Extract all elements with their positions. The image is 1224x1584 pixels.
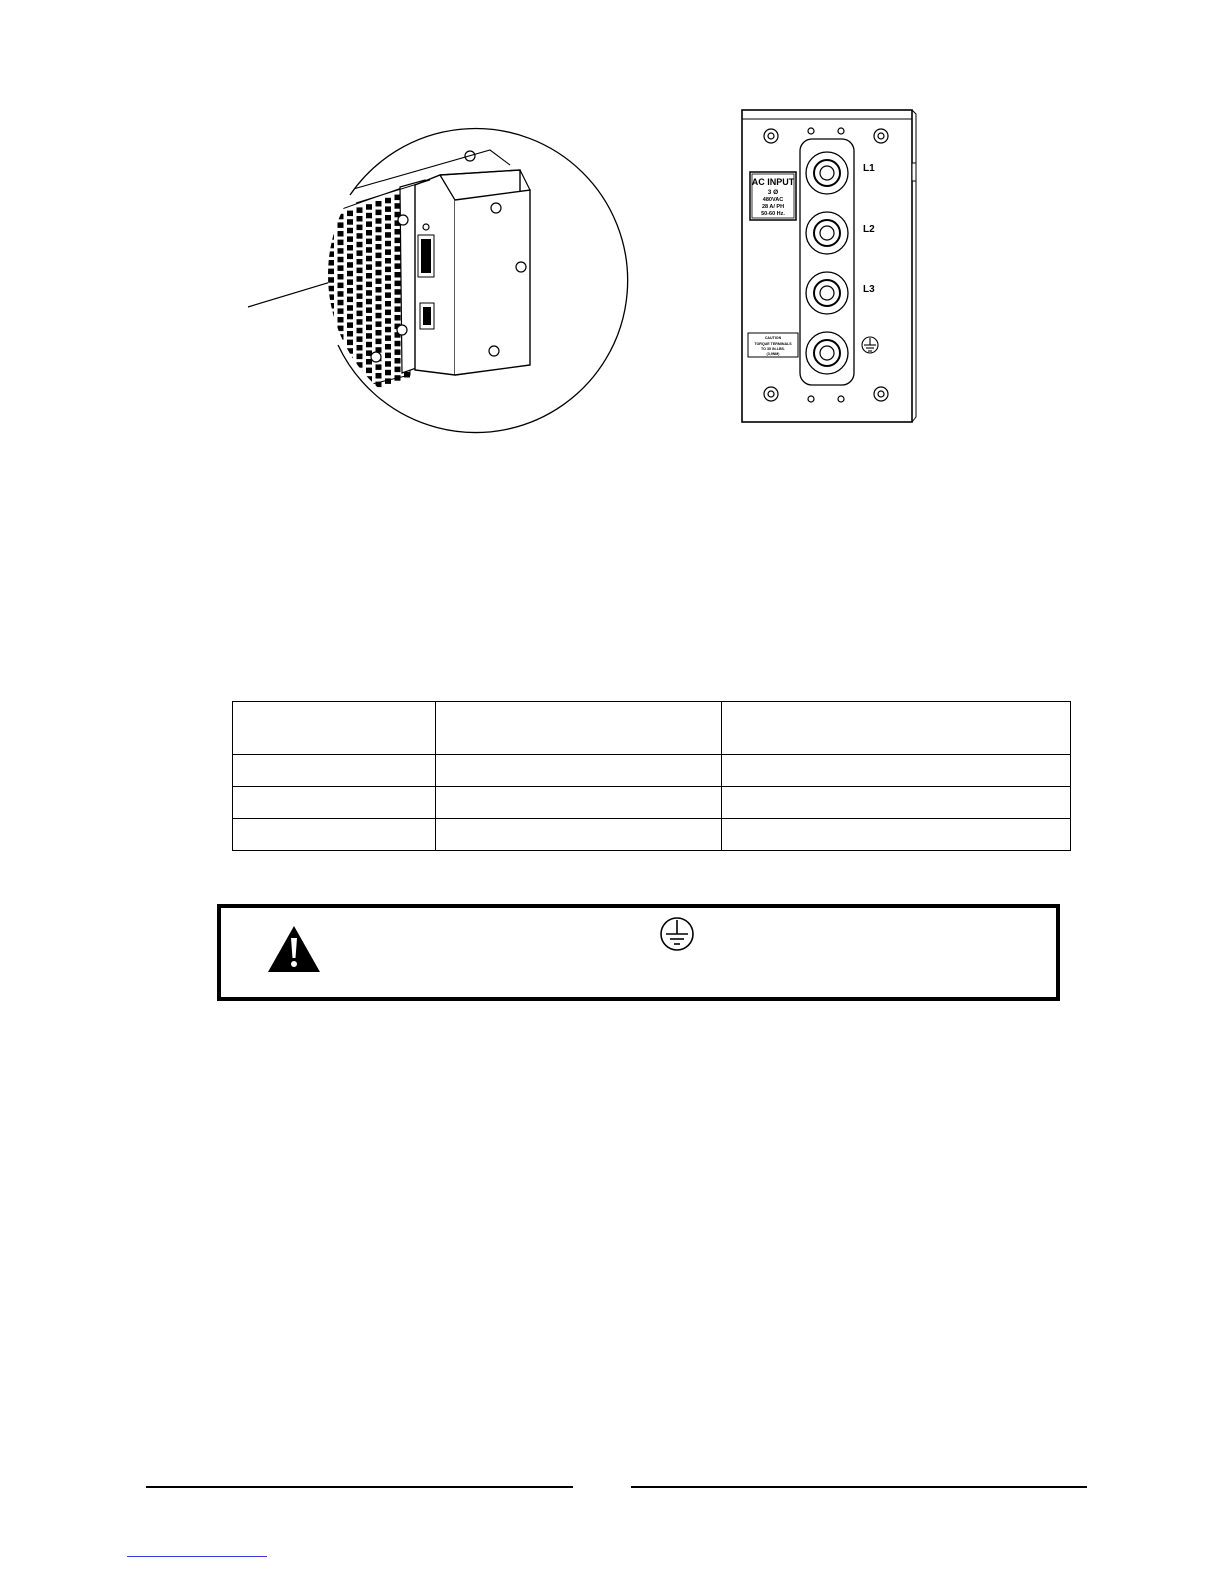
vent-slot: [366, 299, 372, 305]
vent-slot: [357, 242, 363, 248]
vent-slot: [357, 345, 363, 351]
table-header-cell: [436, 702, 722, 755]
vent-slot: [385, 327, 391, 333]
vent-slot: [366, 333, 372, 339]
vent-slot: [395, 263, 401, 269]
vent-slot: [385, 318, 391, 324]
vent-slot: [385, 206, 391, 212]
vent-slot: [357, 388, 363, 394]
vent-slot: [366, 342, 372, 348]
vent-slot: [347, 374, 353, 380]
vent-slot: [338, 377, 344, 383]
vent-slot: [347, 340, 353, 346]
table-cell: [722, 819, 1071, 851]
table-cell: [722, 755, 1071, 787]
panel-label-voltage: 480VAC: [762, 197, 784, 203]
vent-slot: [395, 367, 401, 373]
table-header-row: [233, 702, 1071, 755]
table-header-cell: [233, 702, 436, 755]
vent-slot: [347, 288, 353, 294]
vent-slot: [385, 241, 391, 247]
wiring-table: [232, 701, 1071, 851]
vent-slot: [376, 321, 382, 327]
vent-slot: [347, 357, 353, 363]
vent-slot: [376, 235, 382, 241]
vent-slot: [376, 210, 382, 216]
vent-slot: [385, 284, 391, 290]
vent-slot: [357, 328, 363, 334]
vent-slot: [376, 296, 382, 302]
vent-slot: [366, 307, 372, 313]
vent-slot: [347, 262, 353, 268]
vent-slot: [357, 311, 363, 317]
vent-slot: [338, 317, 344, 323]
panel-caution-line-4: (3,9NM): [766, 352, 780, 356]
warning-box: [217, 904, 1060, 1001]
panel-label-current: 28 A/ PH: [761, 204, 785, 210]
vent-slot: [376, 364, 382, 370]
vent-slot: [328, 380, 334, 386]
vent-slot: [347, 297, 353, 303]
panel-ground-icon: [862, 337, 878, 353]
vent-slot: [395, 229, 401, 235]
table-cell: [233, 819, 436, 851]
vent-slot: [338, 231, 344, 237]
vent-slot: [376, 270, 382, 276]
vent-slot: [328, 269, 334, 275]
vent-slot: [376, 227, 382, 233]
vent-slot: [385, 370, 391, 376]
vent-slot: [347, 211, 353, 217]
vent-slot: [328, 355, 334, 361]
panel-label-phase: 3 Ø: [767, 189, 779, 196]
vent-slot: [376, 218, 382, 224]
vent-slot: [338, 360, 344, 366]
protective-earth-ground-icon: [657, 914, 697, 954]
vent-slot: [395, 281, 401, 287]
vent-slot: [385, 310, 391, 316]
vent-slot: [395, 375, 401, 381]
vent-slot: [376, 304, 382, 310]
vent-slot: [357, 250, 363, 256]
vent-slot: [347, 271, 353, 277]
vent-slot: [347, 228, 353, 234]
vent-slot: [395, 349, 401, 355]
vent-slot: [357, 293, 363, 299]
vent-slot: [385, 258, 391, 264]
vent-slot: [366, 204, 372, 210]
vent-slot: [366, 256, 372, 261]
vent-slot: [395, 298, 401, 304]
vent-slot: [395, 341, 401, 347]
vent-slot: [338, 394, 344, 400]
vent-slot: [366, 368, 372, 374]
vent-slot: [357, 285, 363, 291]
footer-link-underline: [127, 1556, 267, 1557]
vent-slot: [395, 255, 401, 260]
vent-slot: [376, 287, 382, 293]
vent-slot: [395, 315, 401, 321]
vent-slot: [338, 386, 344, 392]
table-row: [233, 819, 1071, 851]
vent-slot: [347, 322, 353, 328]
vent-slot: [347, 219, 353, 225]
vent-slot: [395, 306, 401, 312]
vent-slot: [338, 326, 344, 332]
vent-slot: [347, 314, 353, 320]
panel-label-frequency: 50-60 Hz.: [761, 211, 785, 217]
vent-slot: [395, 289, 401, 295]
vent-slot: [338, 308, 344, 314]
panel-caution-line-1: CAUTION: [764, 336, 782, 340]
vent-slot: [338, 291, 344, 297]
vent-slot: [328, 260, 334, 266]
vent-slot: [338, 265, 344, 271]
vent-slot: [338, 222, 344, 228]
vent-slot: [395, 358, 401, 364]
panel-label-title: AC INPUT: [751, 177, 795, 187]
vent-slot: [376, 201, 382, 207]
vent-slot: [357, 207, 363, 213]
vent-slot: [385, 361, 391, 367]
vent-slot: [366, 282, 372, 288]
vent-slot: [328, 243, 334, 249]
vent-slot: [328, 337, 334, 343]
vent-slot: [347, 305, 353, 311]
vent-slot: [395, 238, 401, 244]
table-cell: [233, 787, 436, 819]
terminal-label-l3: L3: [863, 284, 875, 295]
vent-slot: [385, 275, 391, 281]
vent-slot: [328, 277, 334, 283]
table-cell: [436, 787, 722, 819]
vent-slot: [338, 240, 344, 246]
vent-slot: [338, 274, 344, 280]
vent-slot: [376, 313, 382, 319]
vent-slot: [376, 373, 382, 379]
vent-slot: [385, 267, 391, 273]
vent-slot: [347, 236, 353, 242]
vent-slot: [385, 215, 391, 221]
vent-slot: [347, 331, 353, 337]
vent-slot: [328, 294, 334, 300]
vent-slot: [338, 248, 344, 254]
footer-rule-left: [146, 1486, 573, 1488]
vent-slot: [385, 249, 391, 255]
vent-slot: [357, 233, 363, 239]
vent-slot: [338, 334, 344, 340]
vent-slot: [357, 259, 363, 265]
vent-slot: [328, 286, 334, 292]
vent-slot: [357, 302, 363, 308]
table-row: [233, 787, 1071, 819]
vent-slot: [376, 261, 382, 267]
vent-slot: [366, 359, 372, 365]
warning-triangle-icon: [266, 924, 322, 974]
vent-slot: [385, 378, 391, 384]
vent-slot: [357, 319, 363, 325]
vent-slot: [395, 246, 401, 252]
vent-slot: [347, 391, 353, 397]
vent-slot: [328, 320, 334, 326]
terminal-label-l2: L2: [863, 224, 875, 235]
footer-rule-right: [631, 1486, 1087, 1488]
vent-slot: [357, 276, 363, 282]
vent-slot: [328, 217, 334, 223]
panel-caution-line-3: TO 35 IN-LBS.: [761, 347, 785, 351]
vent-slot: [385, 292, 391, 298]
vent-slot: [366, 264, 372, 270]
vent-slot: [328, 329, 334, 335]
vent-slot: [366, 325, 372, 331]
vent-slot: [366, 290, 372, 296]
vent-slot: [347, 383, 353, 389]
vent-slot: [376, 339, 382, 345]
vent-slot: [366, 273, 372, 279]
vent-slot: [366, 247, 372, 253]
vent-slot: [338, 283, 344, 289]
vent-slot: [328, 363, 334, 369]
vent-slot: [385, 198, 391, 204]
vent-slot: [385, 232, 391, 238]
table-header-cell: [722, 702, 1071, 755]
vent-slot: [328, 346, 334, 352]
vent-slot: [328, 398, 334, 404]
vent-slot: [347, 254, 353, 260]
vent-slot: [366, 376, 372, 382]
vent-slot: [357, 362, 363, 368]
vent-slot: [338, 214, 344, 220]
vent-slot: [385, 353, 391, 359]
vent-slot: [328, 226, 334, 232]
vent-slot: [338, 257, 344, 263]
vent-slot: [385, 335, 391, 341]
vent-slot: [376, 330, 382, 336]
enclosure-detail-illustration: [230, 125, 630, 435]
table-cell: [233, 755, 436, 787]
vent-slot: [357, 336, 363, 342]
vent-slot: [404, 372, 410, 378]
vent-slot: [328, 251, 334, 257]
vent-slot: [376, 382, 382, 388]
vent-slot: [357, 354, 363, 360]
vent-slot: [385, 224, 391, 230]
vent-slot: [328, 389, 334, 395]
vent-slot: [366, 221, 372, 227]
vent-slot: [347, 245, 353, 251]
vent-slot: [328, 303, 334, 309]
vent-slot: [338, 300, 344, 306]
vent-slot: [366, 213, 372, 219]
panel-caution-line-2: TORQUE TERMINALS: [754, 342, 792, 346]
vent-slot: [376, 244, 382, 250]
vent-slot: [385, 344, 391, 350]
vent-slot: [338, 369, 344, 375]
vent-slot: [357, 216, 363, 222]
table-cell: [436, 819, 722, 851]
vent-slot: [347, 279, 353, 285]
vent-slot: [357, 225, 363, 231]
vent-slot: [376, 253, 382, 259]
vent-slot: [328, 312, 334, 318]
vent-slot: [385, 301, 391, 307]
vent-slot: [366, 239, 372, 245]
vent-slot: [366, 316, 372, 322]
ac-input-panel-illustration: [738, 105, 928, 425]
terminal-label-l1: L1: [863, 163, 875, 174]
vent-slot: [366, 230, 372, 236]
vent-slot: [328, 234, 334, 240]
vent-slot: [328, 372, 334, 378]
table-cell: [722, 787, 1071, 819]
vent-slot: [357, 268, 363, 274]
vent-slot: [376, 278, 382, 284]
table-row: [233, 755, 1071, 787]
table-cell: [436, 755, 722, 787]
vent-slot: [347, 348, 353, 354]
vent-slot: [395, 272, 401, 278]
